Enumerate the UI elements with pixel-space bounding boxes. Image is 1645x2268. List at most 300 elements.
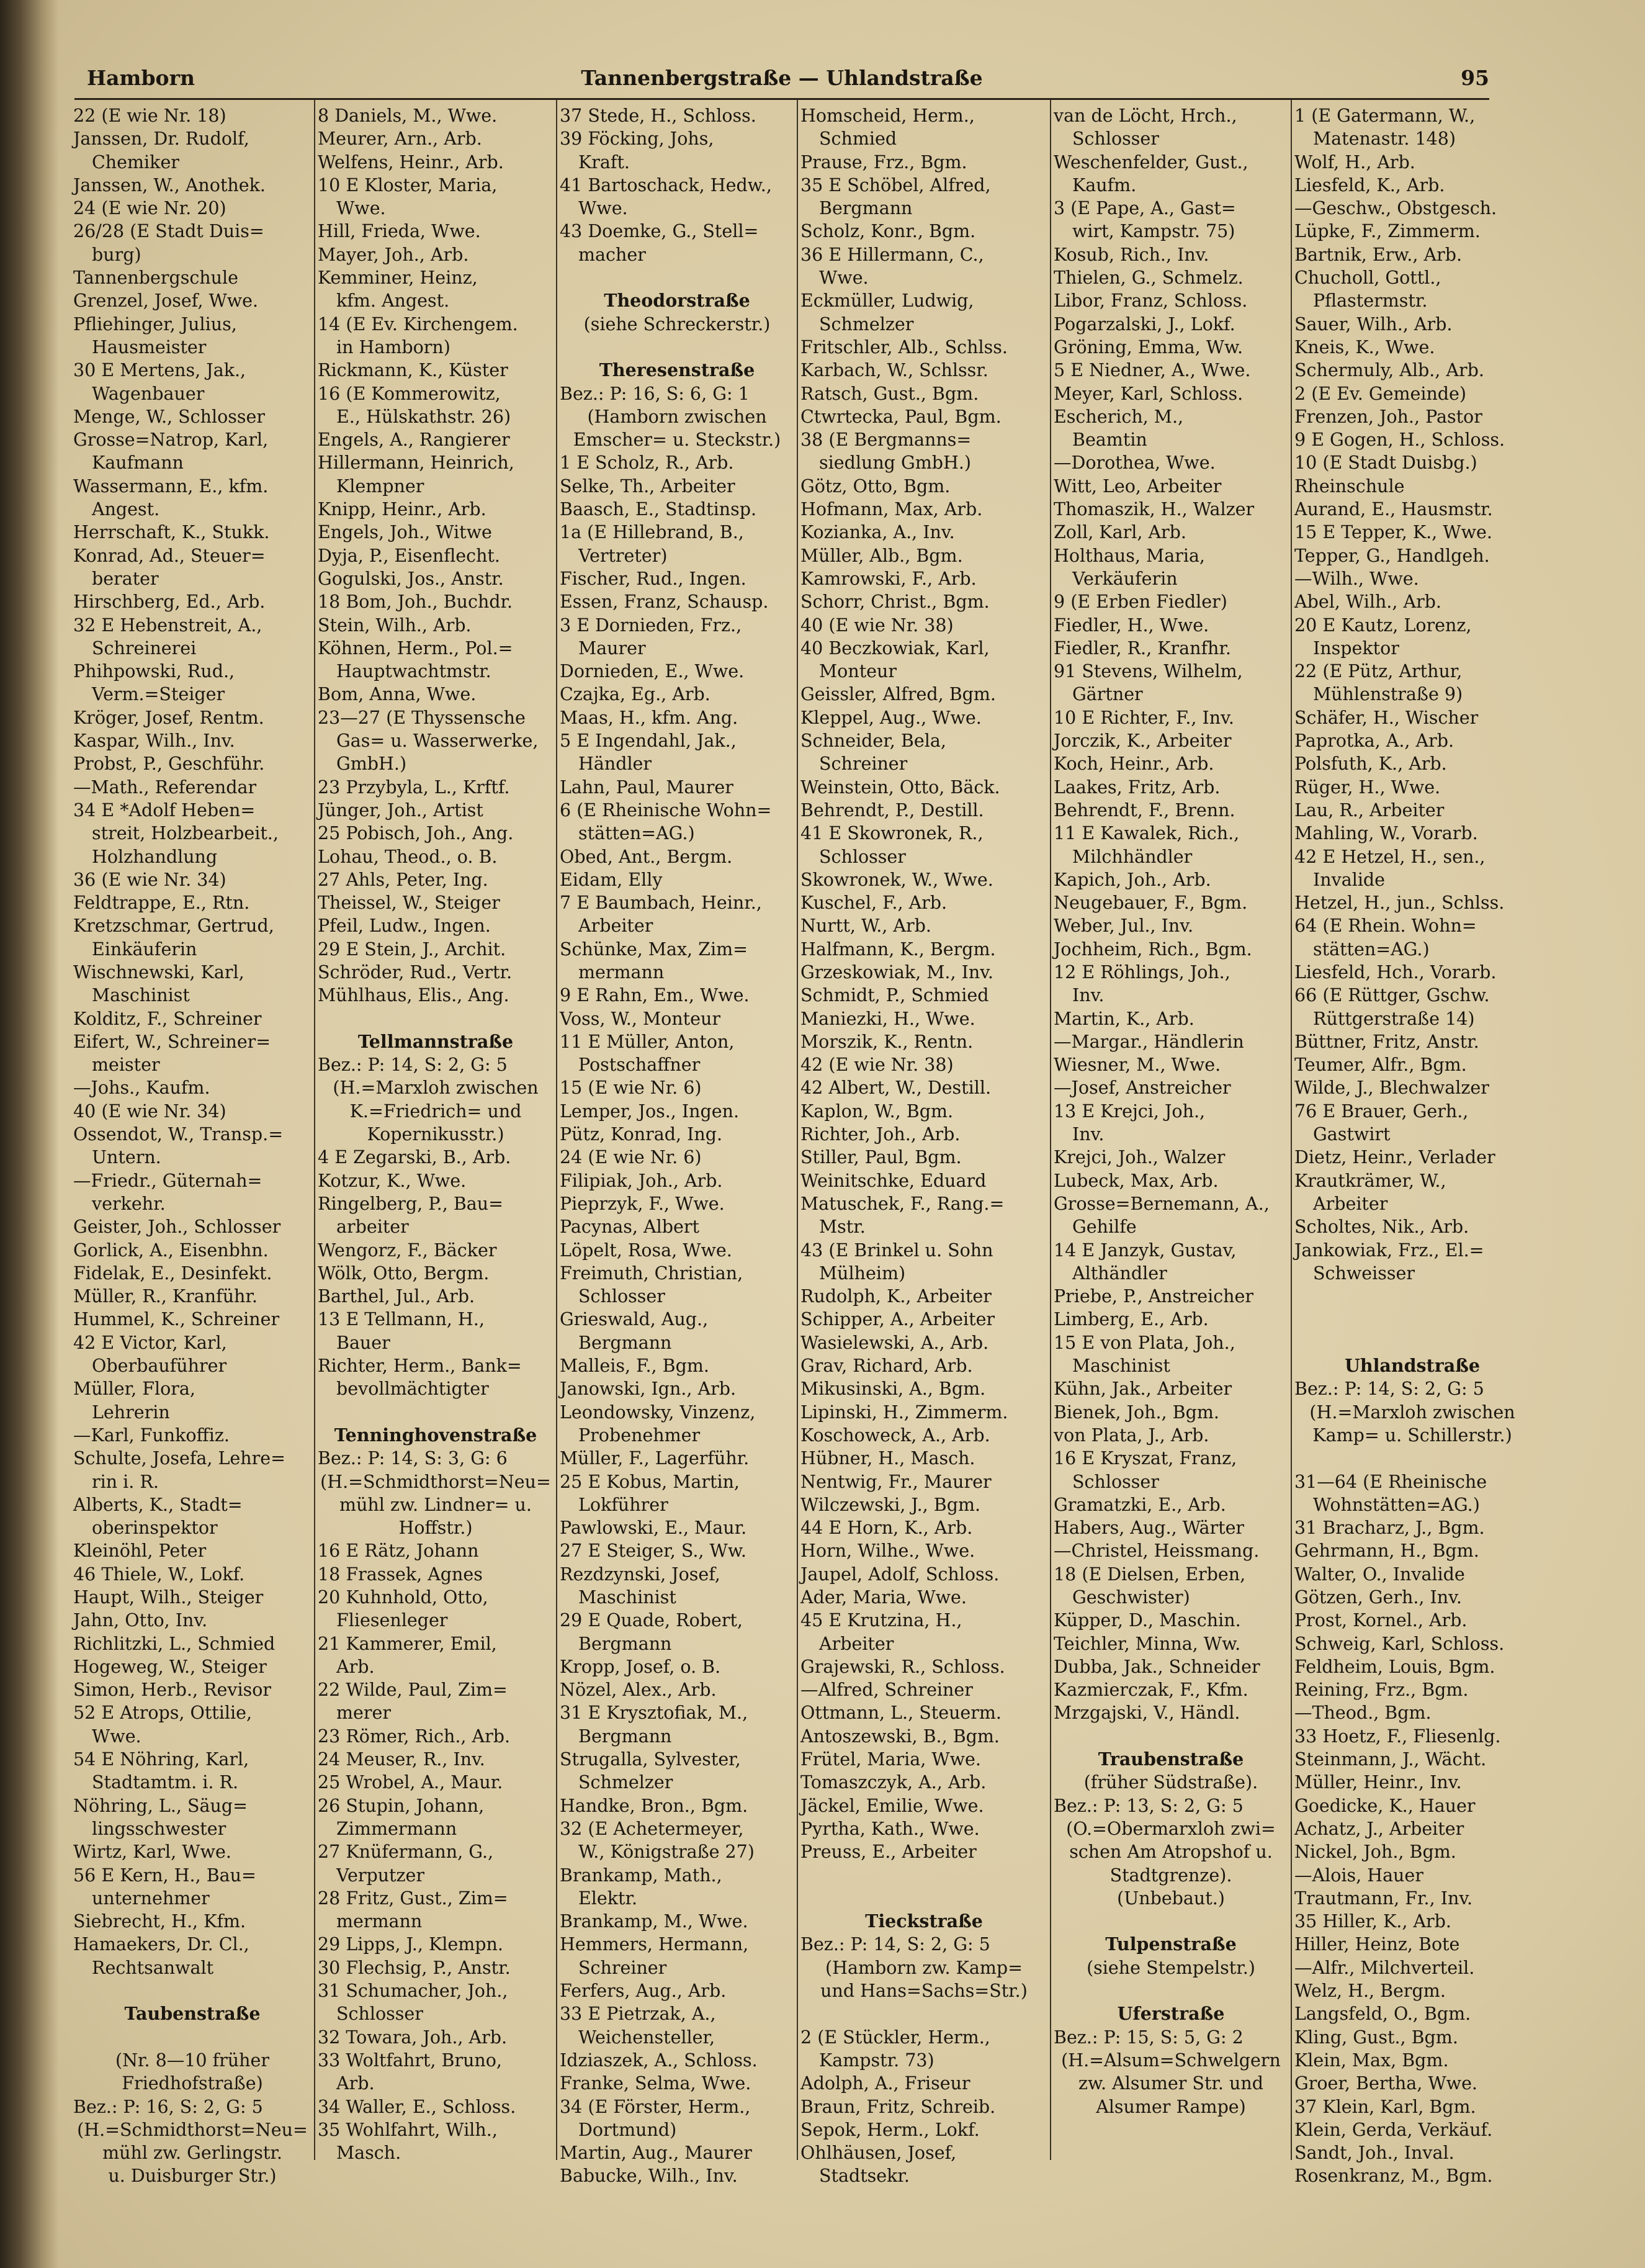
entry-continuation: oberinspektor: [92, 1518, 218, 1539]
entry-continuation: Wwe.: [336, 198, 386, 219]
entry-continuation: Oberbauführer: [92, 1356, 227, 1377]
directory-entry: 9 E Gogen, H., Schloss.: [1294, 430, 1505, 451]
directory-entry: 18 (E Dielsen, Erben,: [1054, 1564, 1246, 1585]
directory-entry: Tomaszczyk, A., Arb.: [800, 1772, 987, 1793]
directory-entry: Götz, Otto, Bgm.: [800, 475, 951, 497]
directory-entry: Bom, Anna, Wwe.: [318, 684, 477, 705]
directory-entry: 34 (E Förster, Herm.,: [560, 2096, 751, 2117]
directory-entry: Wilczewski, J., Bgm.: [800, 1494, 981, 1515]
entry-continuation: mermann: [578, 961, 665, 983]
entry-continuation: Schlosser: [819, 846, 906, 867]
directory-entry: Behrendt, F., Brenn.: [1054, 799, 1235, 821]
directory-entry: 38 (E Bergmanns=: [800, 430, 972, 451]
directory-entry: Schulte, Josefa, Lehre=: [73, 1448, 285, 1469]
directory-entry: 10 E Richter, F., Inv.: [1054, 707, 1234, 728]
blank-line: [560, 266, 794, 289]
directory-entry: Kling, Gust., Bgm.: [1294, 2027, 1458, 2048]
entry-continuation: berater: [92, 568, 159, 589]
entry-continuation: Wwe.: [92, 1726, 141, 1747]
entry-continuation: unternehmer: [92, 1888, 210, 1909]
entry-continuation: Hausmeister: [92, 336, 207, 358]
directory-entry: Homscheid, Herm.,: [800, 106, 975, 126]
directory-entry: —Theod., Bgm.: [1294, 1703, 1432, 1724]
directory-entry: Eidam, Elly: [560, 869, 663, 890]
directory-entry: 30 Flechsig, P., Anstr.: [318, 1957, 511, 1978]
directory-entry: Hirschberg, Ed., Arb.: [73, 592, 266, 613]
entry-continuation: macher: [578, 244, 646, 265]
directory-entry: 16 E Kryszat, Franz,: [1054, 1448, 1237, 1469]
directory-entry: Tepper, G., Handlgeh.: [1294, 545, 1490, 566]
directory-entry: —Alfred, Schreiner: [800, 1680, 973, 1701]
directory-entry: 26 Stupin, Johann,: [318, 1795, 485, 1816]
directory-entry: 28 Fritz, Gust., Zim=: [318, 1888, 508, 1909]
directory-entry: Nöhring, L., Säug=: [73, 1795, 248, 1816]
street-heading: Tellmannstraße: [357, 1030, 514, 1052]
directory-entry: 3 E Dornieden, Frz.,: [560, 614, 742, 636]
directory-entry: 35 E Schöbel, Alfred,: [800, 174, 991, 196]
directory-entry: 29 E Stein, J., Archit.: [318, 938, 506, 960]
entry-continuation: Mstr.: [819, 1217, 866, 1238]
entry-continuation: Hauptwachtmstr.: [336, 661, 491, 682]
directory-entry: Kretzschmar, Gertrud,: [73, 916, 274, 937]
directory-entry: Bez.: P: 15, S: 5, G: 2: [1054, 2027, 1244, 2048]
directory-entry: Richter, Herm., Bank=: [318, 1356, 522, 1377]
directory-entry: Essen, Franz, Schausp.: [560, 592, 769, 613]
directory-entry: 7 E Baumbach, Heinr.,: [560, 893, 762, 914]
directory-entry: 54 E Nöhring, Karl,: [73, 1749, 249, 1770]
entry-continuation: Rechtsanwalt: [92, 1957, 214, 1978]
entry-continuation: meister: [92, 1055, 160, 1076]
directory-entry: Limberg, E., Arb.: [1054, 1309, 1209, 1330]
directory-entry: Kleppel, Aug., Wwe.: [800, 707, 982, 728]
directory-entry: 32 Towara, Joh., Arb.: [318, 2027, 508, 2048]
directory-entry: Herrschaft, K., Stukk.: [73, 522, 270, 543]
directory-entry: 25 Wrobel, A., Maur.: [318, 1772, 503, 1793]
directory-entry: Morszik, K., Rentn.: [800, 1031, 974, 1052]
entry-continuation: burg): [92, 244, 141, 265]
street-note: (Hamborn zwischen: [587, 406, 767, 427]
directory-entry: 25 E Kobus, Martin,: [560, 1471, 740, 1492]
directory-entry: Walter, O., Invalide: [1294, 1564, 1465, 1585]
directory-entry: 36 (E wie Nr. 34): [73, 869, 226, 890]
entry-continuation: Maschinist: [1072, 1356, 1170, 1377]
directory-entry: 22 Wilde, Paul, Zim=: [318, 1680, 508, 1701]
directory-entry: Löpelt, Rosa, Wwe.: [560, 1240, 732, 1261]
directory-entry: Lahn, Paul, Maurer: [560, 776, 733, 798]
directory-entry: Müller, R., Kranführ.: [73, 1286, 258, 1307]
directory-entry: 35 Wohlfahrt, Wilh.,: [318, 2119, 498, 2140]
directory-entry: Maas, H., kfm. Ang.: [560, 707, 738, 728]
directory-entry: Witt, Leo, Arbeiter: [1054, 475, 1222, 497]
directory-entry: Krautkrämer, W.,: [1294, 1170, 1446, 1191]
street-note: (siehe Schreckerstr.): [583, 313, 771, 335]
directory-entry: Skowronek, W., Wwe.: [800, 869, 993, 890]
page-header: [74, 61, 1489, 92]
blank-line: [1294, 1447, 1530, 1470]
directory-entry: Hetzel, H., jun., Schlss.: [1294, 893, 1505, 914]
directory-entry: Lipinski, H., Zimmerm.: [800, 1402, 1008, 1423]
directory-entry: Mrzgajski, V., Händl.: [1054, 1703, 1240, 1724]
directory-entry: Alberts, K., Stadt=: [73, 1494, 243, 1515]
directory-entry: 15 E Tepper, K., Wwe.: [1294, 522, 1492, 543]
directory-entry: Wasielewski, A., Arb.: [800, 1332, 989, 1353]
entry-continuation: in Hamborn): [336, 336, 450, 358]
entry-continuation: Stadtsekr.: [819, 2166, 910, 2187]
directory-entry: Rickmann, K., Küster: [318, 360, 508, 381]
entry-continuation: Verkäuferin: [1072, 568, 1178, 589]
directory-entry: Wassermann, E., kfm.: [73, 475, 269, 497]
directory-entry: Koch, Heinr., Arb.: [1054, 754, 1214, 775]
entry-continuation: wirt, Kampstr. 75): [1072, 221, 1235, 242]
entry-continuation: Fliesenleger: [336, 1610, 448, 1631]
directory-entry: Thielen, G., Schmelz.: [1054, 268, 1244, 289]
directory-entry: 14 E Janzyk, Gustav,: [1054, 1240, 1237, 1261]
directory-entry: Behrendt, P., Destill.: [800, 799, 984, 821]
entry-continuation: stätten=AG.): [1313, 938, 1430, 960]
directory-entry: Martin, Aug., Maurer: [560, 2143, 752, 2164]
directory-entry: Sepok, Herm., Lokf.: [800, 2119, 980, 2140]
entry-continuation: Wwe.: [819, 268, 869, 289]
directory-entry: 44 E Horn, K., Arb.: [800, 1518, 973, 1539]
directory-entry: Grenzel, Josef, Wwe.: [73, 290, 259, 312]
directory-entry: Schmidt, P., Schmied: [800, 985, 989, 1006]
directory-entry: Grosse=Natrop, Karl,: [73, 430, 269, 451]
directory-entry: Gehrmann, H., Bgm.: [1294, 1541, 1479, 1562]
entry-continuation: Mühlenstraße 9): [1313, 684, 1463, 705]
directory-entry: Frütel, Maria, Wwe.: [800, 1749, 981, 1770]
directory-entry: Eifert, W., Schreiner=: [73, 1031, 271, 1052]
directory-column-3: [560, 104, 794, 2187]
directory-entry: Bez.: P: 14, S: 2, G: 5: [318, 1055, 508, 1076]
entry-continuation: Kaufm.: [1072, 174, 1137, 196]
directory-entry: Schipper, A., Arbeiter: [800, 1309, 995, 1330]
directory-entry: 33 Woltfahrt, Bruno,: [318, 2050, 502, 2071]
directory-entry: Engels, A., Rangierer: [318, 430, 510, 451]
directory-entry: 23—27 (E Thyssensche: [318, 707, 526, 728]
directory-entry: 25 Pobisch, Joh., Ang.: [318, 823, 514, 844]
directory-entry: 31 Bracharz, J., Bgm.: [1294, 1518, 1485, 1539]
directory-entry: Obed, Ant., Bergm.: [560, 846, 733, 867]
directory-entry: Koschoweck, A., Arb.: [800, 1424, 990, 1446]
directory-entry: 5 E Niedner, A., Wwe.: [1054, 360, 1251, 381]
street-note: u. Duisburger Str.): [108, 2166, 277, 2187]
street-note: (O.=Obermarxloh zwi=: [1066, 1818, 1276, 1839]
directory-entry: Sandt, Joh., Inval.: [1294, 2143, 1455, 2164]
directory-entry: 24 (E wie Nr. 20): [73, 198, 226, 219]
entry-continuation: Verputzer: [336, 1865, 425, 1886]
directory-entry: Antoszewski, B., Bgm.: [800, 1726, 1000, 1747]
directory-entry: Frenzen, Joh., Pastor: [1294, 406, 1482, 427]
directory-entry: 42 Albert, W., Destill.: [800, 1078, 992, 1099]
directory-entry: 2 (E Ev. Gemeinde): [1294, 383, 1467, 404]
entry-continuation: Schmelzer: [578, 1772, 673, 1793]
directory-entry: 56 E Kern, H., Bau=: [73, 1865, 256, 1886]
directory-entry: Laakes, Fritz, Arb.: [1054, 776, 1221, 798]
directory-entry: Lubeck, Max, Arb.: [1054, 1170, 1219, 1191]
directory-entry: 34 Waller, E., Schloss.: [318, 2096, 516, 2117]
directory-entry: Kemminer, Heinz,: [318, 268, 478, 289]
directory-entry: Priebe, P., Anstreicher: [1054, 1286, 1254, 1307]
directory-entry: Scholz, Konr., Bgm.: [800, 221, 976, 242]
directory-entry: Kuschel, F., Arb.: [800, 893, 948, 914]
entry-continuation: Schreinerei: [92, 637, 197, 659]
directory-entry: Zoll, Karl, Arb.: [1054, 522, 1186, 543]
directory-entry: Leondowsky, Vinzenz,: [560, 1402, 756, 1423]
directory-entry: Grajewski, R., Schloss.: [800, 1656, 1005, 1677]
directory-entry: Babucke, Wilh., Inv.: [560, 2166, 738, 2187]
street-note: Kopernikusstr.): [367, 1124, 504, 1145]
directory-entry: Weinitschke, Eduard: [800, 1170, 987, 1191]
entry-continuation: Kaufmann: [92, 452, 184, 474]
directory-entry: Schröder, Rud., Vertr.: [318, 961, 513, 983]
directory-entry: 9 E Rahn, Em., Wwe.: [560, 985, 750, 1006]
directory-entry: Nözel, Alex., Arb.: [560, 1680, 717, 1701]
directory-entry: Baasch, E., Stadtinsp.: [560, 499, 757, 520]
street-note: (H.=Alsum=Schwelgern: [1061, 2050, 1281, 2071]
directory-entry: Geissler, Alfred, Bgm.: [800, 684, 996, 705]
book-spine: [0, 0, 59, 2268]
entry-continuation: GmbH.): [336, 754, 407, 775]
directory-entry: Handke, Bron., Bgm.: [560, 1795, 748, 1816]
blank-line: [1054, 1910, 1288, 1933]
directory-entry: Kropp, Josef, o. B.: [560, 1656, 721, 1677]
directory-entry: 37 Klein, Karl, Bgm.: [1294, 2096, 1476, 2117]
entry-continuation: Bauer: [336, 1332, 390, 1353]
street-heading: Taubenstraße: [124, 2003, 261, 2025]
directory-entry: Lohau, Theod., o. B.: [318, 846, 498, 867]
directory-entry: 2 (E Stückler, Herm.,: [800, 2027, 990, 2048]
directory-entry: Fiedler, H., Wwe.: [1054, 614, 1209, 636]
directory-entry: —Math., Referendar: [73, 776, 257, 798]
entry-continuation: stätten=AG.): [578, 823, 695, 844]
directory-entry: Kotzur, K., Wwe.: [318, 1170, 467, 1191]
directory-entry: 64 (E Rhein. Wohn=: [1294, 916, 1477, 937]
directory-entry: Prause, Frz., Bgm.: [800, 151, 967, 173]
directory-entry: 30 E Mertens, Jak.,: [73, 360, 246, 381]
directory-entry: 16 (E Kommerowitz,: [318, 383, 501, 404]
directory-entry: 20 E Kautz, Lorenz,: [1294, 614, 1472, 636]
directory-entry: Pogarzalski, J., Lokf.: [1054, 313, 1235, 335]
directory-entry: Rezdzynski, Josef,: [560, 1564, 720, 1585]
directory-entry: Lau, R., Arbeiter: [1294, 799, 1445, 821]
entry-continuation: kfm. Angest.: [336, 290, 450, 312]
entry-continuation: Verm.=Steiger: [92, 684, 225, 705]
directory-entry: Kapich, Joh., Arb.: [1054, 869, 1211, 890]
directory-entry: Hiller, Heinz, Bote: [1294, 1934, 1460, 1955]
directory-entry: Abel, Wilh., Arb.: [1294, 592, 1441, 613]
entry-continuation: Gas= u. Wasserwerke,: [336, 731, 539, 752]
entry-continuation: Schreiner: [819, 754, 908, 775]
directory-entry: 27 Knüfermann, G.,: [318, 1842, 494, 1863]
entry-continuation: Gärtner: [1072, 684, 1143, 705]
directory-entry: Wischnewski, Karl,: [73, 961, 244, 983]
directory-entry: Haupt, Wilh., Steiger: [73, 1587, 264, 1608]
directory-entry: 66 (E Rüttger, Gschw.: [1294, 985, 1490, 1006]
directory-entry: Trautmann, Fr., Inv.: [1294, 1888, 1473, 1909]
header-street-range: Tannenbergstraße — Uhlandstraße: [581, 66, 983, 90]
directory-entry: Chucholl, Gottl.,: [1294, 268, 1441, 289]
directory-entry: Prost, Kornel., Arb.: [1294, 1610, 1468, 1631]
street-heading: Uferstraße: [1117, 2003, 1225, 2025]
blank-line: [73, 1979, 312, 2002]
directory-entry: Liesfeld, Hch., Vorarb.: [1294, 961, 1497, 983]
entry-continuation: Kampstr. 73): [819, 2050, 935, 2071]
directory-entry: Büttner, Fritz, Anstr.: [1294, 1031, 1479, 1052]
directory-entry: 10 (E Stadt Duisbg.): [1294, 452, 1477, 474]
column-divider: [556, 99, 557, 2160]
directory-entry: Brankamp, Math.,: [560, 1865, 722, 1886]
directory-entry: 23 Przybyla, L., Krftf.: [318, 776, 510, 798]
directory-entry: 5 E Ingendahl, Jak.,: [560, 731, 737, 752]
directory-entry: Richter, Joh., Arb.: [800, 1124, 961, 1145]
entry-continuation: Schweisser: [1313, 1262, 1415, 1284]
directory-entry: —Alois, Hauer: [1294, 1865, 1423, 1886]
directory-entry: Hemmers, Hermann,: [560, 1934, 749, 1955]
directory-entry: Hübner, H., Masch.: [800, 1448, 975, 1469]
directory-entry: Jorczik, K., Arbeiter: [1054, 731, 1232, 752]
directory-entry: Theissel, W., Steiger: [318, 893, 500, 914]
directory-entry: Lüpke, F., Zimmerm.: [1294, 221, 1481, 242]
directory-entry: Kneis, K., Wwe.: [1294, 336, 1435, 358]
directory-entry: Meurer, Arn., Arb.: [318, 128, 482, 150]
entry-continuation: Angest.: [92, 499, 160, 520]
entry-continuation: verkehr.: [92, 1193, 166, 1214]
directory-entry: Ratsch, Gust., Bgm.: [800, 383, 979, 404]
directory-entry: 24 Meuser, R., Inv.: [318, 1749, 485, 1770]
directory-entry: Langsfeld, O., Bgm.: [1294, 2004, 1471, 2025]
street-heading: Traubenstraße: [1098, 1748, 1244, 1770]
entry-continuation: Masch.: [336, 2143, 401, 2164]
entry-continuation: Schlosser: [578, 1286, 665, 1307]
directory-entry: Ohlhäusen, Josef,: [800, 2143, 957, 2164]
directory-entry: Bez.: P: 14, S: 2, G: 5: [1294, 1379, 1484, 1400]
directory-entry: Küpper, D., Maschin.: [1054, 1610, 1241, 1631]
street-heading: Theresenstraße: [599, 359, 755, 381]
directory-entry: Rudolph, K., Arbeiter: [800, 1286, 992, 1307]
entry-continuation: Weichensteller,: [578, 2027, 715, 2048]
directory-entry: Eckmüller, Ludwig,: [800, 290, 974, 312]
directory-entry: Selke, Th., Arbeiter: [560, 475, 735, 497]
directory-entry: Pyrtha, Kath., Wwe.: [800, 1818, 980, 1839]
directory-entry: Menge, W., Schlosser: [73, 406, 265, 427]
directory-entry: 14 (E Ev. Kirchengem.: [318, 313, 518, 335]
entry-continuation: bevollmächtigter: [336, 1379, 489, 1400]
directory-entry: —Alfr., Milchverteil.: [1294, 1957, 1475, 1978]
directory-entry: Holthaus, Maria,: [1054, 545, 1205, 566]
directory-entry: 12 E Röhlings, Joh.,: [1054, 961, 1230, 983]
directory-entry: Gorlick, A., Eisenbhn.: [73, 1240, 269, 1261]
directory-entry: Schermuly, Alb., Arb.: [1294, 360, 1484, 381]
blank-line: [1294, 1331, 1530, 1354]
directory-entry: Escherich, M.,: [1054, 406, 1184, 427]
directory-entry: Richlitzki, L., Schmied: [73, 1633, 276, 1654]
directory-entry: Müller, F., Lagerführ.: [560, 1448, 750, 1469]
directory-entry: Kleinöhl, Peter: [73, 1541, 207, 1562]
directory-entry: Götzen, Gerh., Inv.: [1294, 1587, 1462, 1608]
directory-entry: Mayer, Joh., Arb.: [318, 244, 469, 265]
directory-entry: Wengorz, F., Bäcker: [318, 1240, 497, 1261]
directory-entry: Hillermann, Heinrich,: [318, 452, 514, 474]
street-note: mühl zw. Lindner= u.: [339, 1494, 532, 1515]
directory-entry: 46 Thiele, W., Lokf.: [73, 1564, 245, 1585]
directory-entry: Janssen, W., Anothek.: [73, 174, 266, 196]
entry-continuation: Untern.: [92, 1147, 161, 1168]
directory-entry: 15 E von Plata, Joh.,: [1054, 1332, 1235, 1353]
directory-entry: Feldtrappe, E., Rtn.: [73, 893, 250, 914]
directory-entry: Probst, P., Geschführ.: [73, 754, 265, 775]
directory-entry: Bez.: P: 16, S: 2, G: 5: [73, 2096, 263, 2117]
blank-line: [800, 2002, 1047, 2025]
directory-entry: 31 E Krysztofiak, M.,: [560, 1703, 748, 1724]
directory-entry: Scholtes, Nik., Arb.: [1294, 1217, 1469, 1238]
directory-entry: Müller, Alb., Bgm.: [800, 545, 963, 566]
directory-entry: Wirtz, Karl, Wwe.: [73, 1842, 231, 1863]
column-divider: [797, 99, 798, 2160]
directory-entry: Neugebauer, F., Bgm.: [1054, 893, 1248, 914]
directory-entry: —Margar., Händlerin: [1054, 1031, 1244, 1052]
entry-continuation: E., Hülskathstr. 26): [336, 406, 511, 427]
directory-entry: 18 Bom, Joh., Buchdr.: [318, 592, 513, 613]
street-note: schen Am Atropshof u.: [1069, 1842, 1273, 1863]
directory-entry: —Johs., Kaufm.: [73, 1078, 210, 1099]
street-note: und Hans=Sachs=Str.): [820, 1981, 1028, 2002]
directory-entry: 16 E Rätz, Johann: [318, 1541, 479, 1562]
entry-continuation: Schlosser: [1072, 1471, 1159, 1492]
entry-continuation: Arb.: [336, 2073, 375, 2094]
column-divider: [1291, 99, 1292, 2160]
entry-continuation: Wwe.: [578, 198, 628, 219]
directory-entry: Stiller, Paul, Bgm.: [800, 1147, 962, 1168]
directory-entry: Paprotka, A., Arb.: [1294, 731, 1455, 752]
directory-entry: Bez.: P: 13, S: 2, G: 5: [1054, 1795, 1244, 1816]
street-note: (Unbebaut.): [1117, 1888, 1225, 1909]
directory-entry: 27 E Steiger, S., Ww.: [560, 1541, 746, 1562]
directory-entry: Reining, Frz., Bgm.: [1294, 1680, 1469, 1701]
blank-line: [318, 1007, 554, 1030]
blank-line: [1054, 1725, 1288, 1748]
directory-entry: —Josef, Anstreicher: [1054, 1078, 1231, 1099]
blank-line: [800, 1887, 1047, 1910]
entry-continuation: Zimmermann: [336, 1818, 457, 1839]
entry-continuation: Elektr.: [578, 1888, 638, 1909]
street-heading: Tulpenstraße: [1105, 1933, 1237, 1955]
blank-line: [318, 1401, 554, 1424]
entry-continuation: mermann: [336, 1911, 423, 1932]
street-note: Stadtgrenze).: [1109, 1865, 1232, 1886]
directory-entry: Czajka, Eg., Arb.: [560, 684, 710, 705]
entry-continuation: Geschwister): [1072, 1587, 1190, 1608]
directory-entry: Kröger, Josef, Rentm.: [73, 707, 264, 728]
directory-entry: 34 E *Adolf Heben=: [73, 799, 256, 821]
directory-entry: —Karl, Funkoffiz.: [73, 1424, 230, 1446]
directory-entry: Kamrowski, F., Arb.: [800, 568, 977, 589]
directory-entry: Teichler, Minna, Ww.: [1054, 1633, 1241, 1654]
street-note: Kamp= u. Schillerstr.): [1312, 1424, 1512, 1446]
directory-entry: 31 Schumacher, Joh.,: [318, 1981, 508, 2002]
directory-entry: Krejci, Joh., Walzer: [1054, 1147, 1226, 1168]
directory-entry: Kazmierczak, F., Kfm.: [1054, 1680, 1248, 1701]
directory-entry: 6 (E Rheinische Wohn=: [560, 799, 772, 821]
directory-entry: 45 E Krutzina, H.,: [800, 1610, 962, 1631]
directory-entry: —Friedr., Güternah=: [73, 1170, 262, 1191]
blank-line: [1294, 1285, 1530, 1308]
directory-entry: Weinstein, Otto, Bäck.: [800, 776, 1000, 798]
street-note: (früher Südstraße).: [1083, 1772, 1258, 1793]
street-note: (H.=Marxloh zwischen: [333, 1078, 539, 1099]
entry-continuation: Klempner: [336, 475, 424, 497]
directory-entry: Groer, Bertha, Wwe.: [1294, 2073, 1477, 2094]
entry-continuation: Arb.: [336, 1656, 375, 1677]
